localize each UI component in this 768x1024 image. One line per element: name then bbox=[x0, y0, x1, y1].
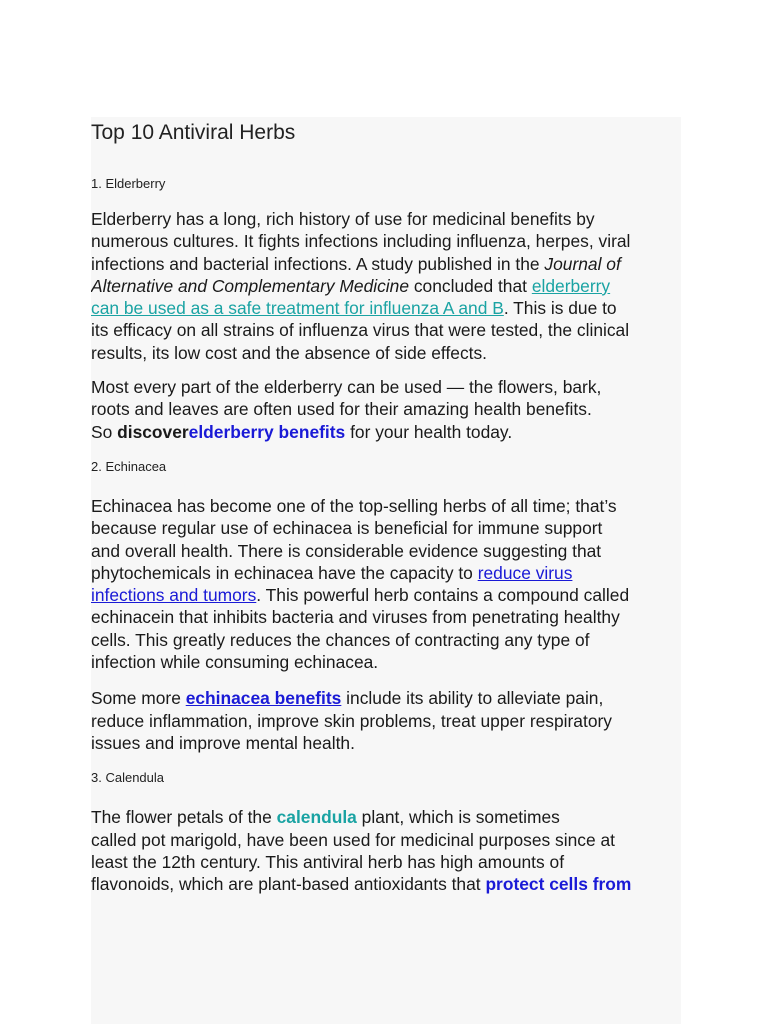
infections-tumors-link[interactable]: infections and tumors bbox=[91, 585, 257, 606]
echinacea-benefits-link[interactable]: echinacea benefits bbox=[185, 688, 342, 709]
text-line: roots and leaves are often used for their amazing health benefits. bbox=[91, 399, 592, 420]
elderberry-link[interactable]: elderberry bbox=[531, 275, 611, 296]
journal-title-italic: Alternative and Complementary Medicine bbox=[91, 275, 410, 296]
calendula-highlight[interactable]: calendula bbox=[276, 807, 357, 828]
text-line: numerous cultures. It fights infections including influenza, herpes, viral bbox=[91, 231, 631, 252]
text-line: . This powerful herb contains a compound called bbox=[256, 585, 630, 606]
discover-bold-text: discover bbox=[117, 421, 189, 442]
article-content bbox=[91, 117, 681, 1024]
text-line: for your health today. bbox=[345, 421, 513, 442]
article-title: Top 10 Antiviral Herbs bbox=[91, 121, 296, 144]
text-line: infection while consuming echinacea. bbox=[91, 652, 379, 673]
echinacea-paragraph-2 bbox=[91, 687, 681, 754]
text-line: So bbox=[91, 421, 118, 442]
section-heading-calendula: 3. Calendula bbox=[91, 770, 164, 786]
echinacea-paragraph-1 bbox=[91, 495, 681, 673]
text-line: flavonoids, which are plant-based antioxidants that bbox=[91, 874, 486, 895]
text-line: because regular use of echinacea is beneficial for immune support bbox=[91, 518, 603, 539]
elderberry-paragraph-2 bbox=[91, 376, 681, 443]
text-line: . This is due to bbox=[503, 298, 617, 319]
section-heading-echinacea: 2. Echinacea bbox=[91, 458, 167, 474]
text-line: include its ability to alleviate pain, bbox=[341, 688, 604, 709]
reduce-virus-link[interactable]: reduce virus bbox=[477, 562, 573, 583]
text-line: cells. This greatly reduces the chances of contracting any type of bbox=[91, 629, 590, 650]
calendula-paragraph-1 bbox=[91, 806, 681, 895]
text-line: reduce inflammation, improve skin problems, treat upper respiratory bbox=[91, 710, 612, 731]
text-line: plant, which is sometimes bbox=[356, 807, 560, 828]
text-line: its efficacy on all strains of influenza virus that were tested, the clinical bbox=[91, 320, 630, 341]
protect-cells-link[interactable]: protect cells from bbox=[485, 874, 632, 895]
text-line: called pot marigold, have been used for medicinal purposes since at bbox=[91, 829, 615, 850]
text-line: results, its low cost and the absence of side effects. bbox=[91, 342, 488, 363]
influenza-treatment-link[interactable]: can be used as a safe treatment for influenza A and B bbox=[91, 298, 504, 319]
text-line: phytochemicals in echinacea have the capacity to bbox=[91, 562, 478, 583]
text-line: and overall health. There is considerable evidence suggesting that bbox=[91, 540, 602, 561]
text-line: concluded that bbox=[409, 275, 532, 296]
text-line: echinacein that inhibits bacteria and viruses from penetrating healthy bbox=[91, 607, 620, 628]
elderberry-paragraph-1 bbox=[91, 208, 681, 364]
text-line: Some more bbox=[91, 688, 186, 709]
text-line: Elderberry has a long, rich history of use for medicinal benefits by bbox=[91, 209, 595, 229]
elderberry-benefits-link[interactable]: elderberry benefits bbox=[188, 421, 346, 442]
text-line: Most every part of the elderberry can be used — the flowers, bark, bbox=[91, 377, 602, 398]
text-line: Echinacea has become one of the top-selling herbs of all time; that’s bbox=[91, 495, 617, 516]
text-line: issues and improve mental health. bbox=[91, 732, 355, 753]
text-line: infections and bacterial infections. A study published in the bbox=[91, 253, 545, 274]
journal-title-italic: Journal of bbox=[544, 253, 621, 274]
text-line: The flower petals of the bbox=[91, 807, 277, 828]
text-line: least the 12th century. This antiviral herb has high amounts of bbox=[91, 851, 565, 872]
section-heading-elderberry: 1. Elderberry bbox=[91, 176, 166, 191]
